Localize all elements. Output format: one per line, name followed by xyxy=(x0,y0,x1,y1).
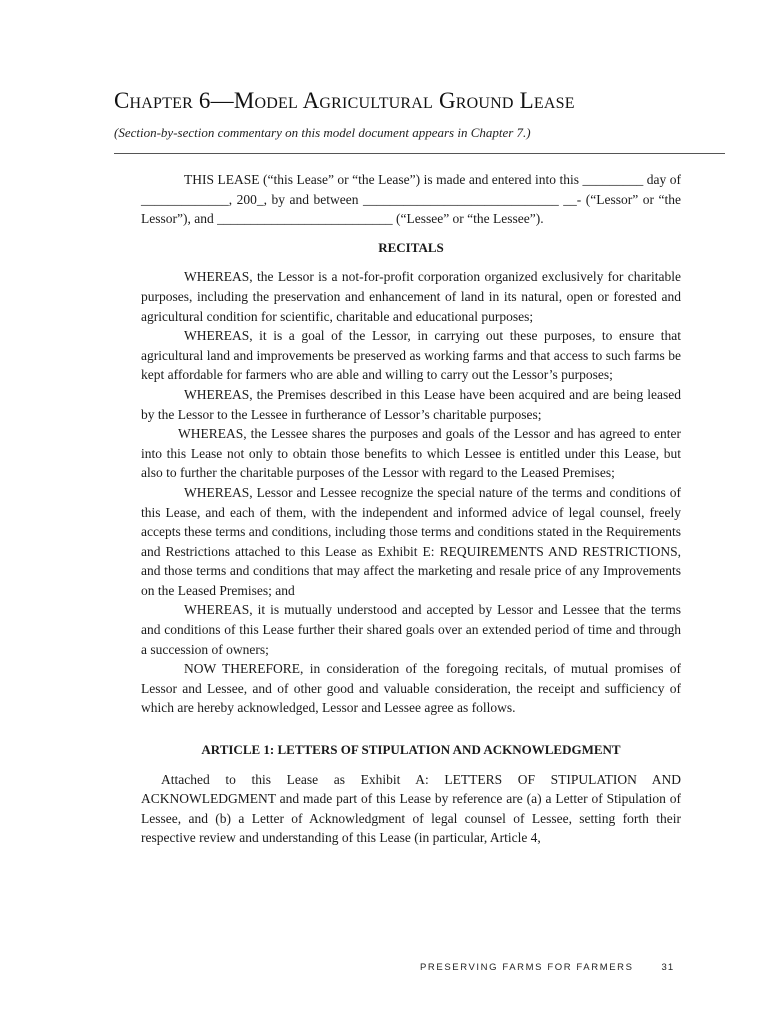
chapter-subtitle: (Section-by-section commentary on this model document appears in Chapter 7.) xyxy=(114,125,531,140)
recital-paragraph: WHEREAS, the Premises described in this Lease have been acquired and are being leased by the Lessor to the Lessee in furtherance of Lessor’s charitable purposes; xyxy=(141,386,681,422)
article-1-heading: ARTICLE 1: LETTERS OF STIPULATION AND ACKNOWLEDGMENT xyxy=(201,742,621,758)
recital-paragraph: WHEREAS, the Lessor is a not-for-profit corporation organized exclusively for charitable purposes, including the preservation and enhancement of land in its natural, open or forested and agricultural condition for scientific, charitable and educational purposes; xyxy=(141,269,681,324)
chapter-title: Chapter 6—Model Agricultural Ground Lease xyxy=(114,88,575,113)
article-1-paragraph: Attached to this Lease as Exhibit A: LETTERS OF STIPULATION AND ACKNOWLEDGMENT and made part of this Lease by reference are (a) a Letter of Stipulation of Lessee, and (b) a Letter of Acknowledgment of legal counsel of Lessee, setting forth their respective review and understanding of this Lease (in particular, Article 4, xyxy=(141,771,681,846)
recital-paragraph: NOW THEREFORE, in consideration of the foregoing recitals, of mutual promises of Lessor and Lessee, and of other good and valuable consideration, the receipt and sufficiency of which are hereby acknowledged, Lessor and Lessee agree as follows. xyxy=(141,661,681,716)
recital-paragraph: WHEREAS, it is mutually understood and accepted by Lessor and Lessee that the terms and conditions of this Lease further their shared goals over an extended period of time and through a succession of owners; xyxy=(141,602,681,657)
lease-body xyxy=(141,170,681,848)
page-footer xyxy=(420,962,720,973)
recital-paragraph: WHEREAS, it is a goal of the Lessor, in carrying out these purposes, to ensure that agricultural land and improvements be preserved as working farms and that access to such farms be kept affordable for farmers who are able and willing to carry out the Lessor’s purposes; xyxy=(141,328,681,383)
recital-paragraph: WHEREAS, the Lessee shares the purposes and goals of the Lessor and has agreed to enter into this Lease not only to obtain those benefits to which Lessee is entitled under this Lease, but also to further the charitable purposes of the Lessor with regard to the Leased Premises; xyxy=(141,426,681,481)
intro-paragraph: THIS LEASE (“this Lease” or “the Lease”) is made and entered into this _________ day of _____________, 200_, by and between _____________________________ __- (“Lessor” or “the Lessor”), and __________________________ (“Lessee” or “the Lessee”). xyxy=(141,172,681,227)
recital-paragraph: WHEREAS, Lessor and Lessee recognize the special nature of the terms and conditions of this Lease, and each of them, with the independent and informed advice of legal counsel, freely accepts these terms and conditions, including those terms and conditions stated in the Requirements and Restrictions attached to this Lease as Exhibit E: REQUIREMENTS AND RESTRICTIONS, and those terms and conditions that may affect the marketing and resale price of any Improvements on the Leased Premises; and xyxy=(141,484,681,598)
page-number: 31 xyxy=(661,962,675,973)
title-divider xyxy=(114,153,725,154)
recitals-heading: RECITALS xyxy=(378,239,444,255)
footer-running-title: PRESERVING FARMS FOR FARMERS xyxy=(420,962,634,973)
